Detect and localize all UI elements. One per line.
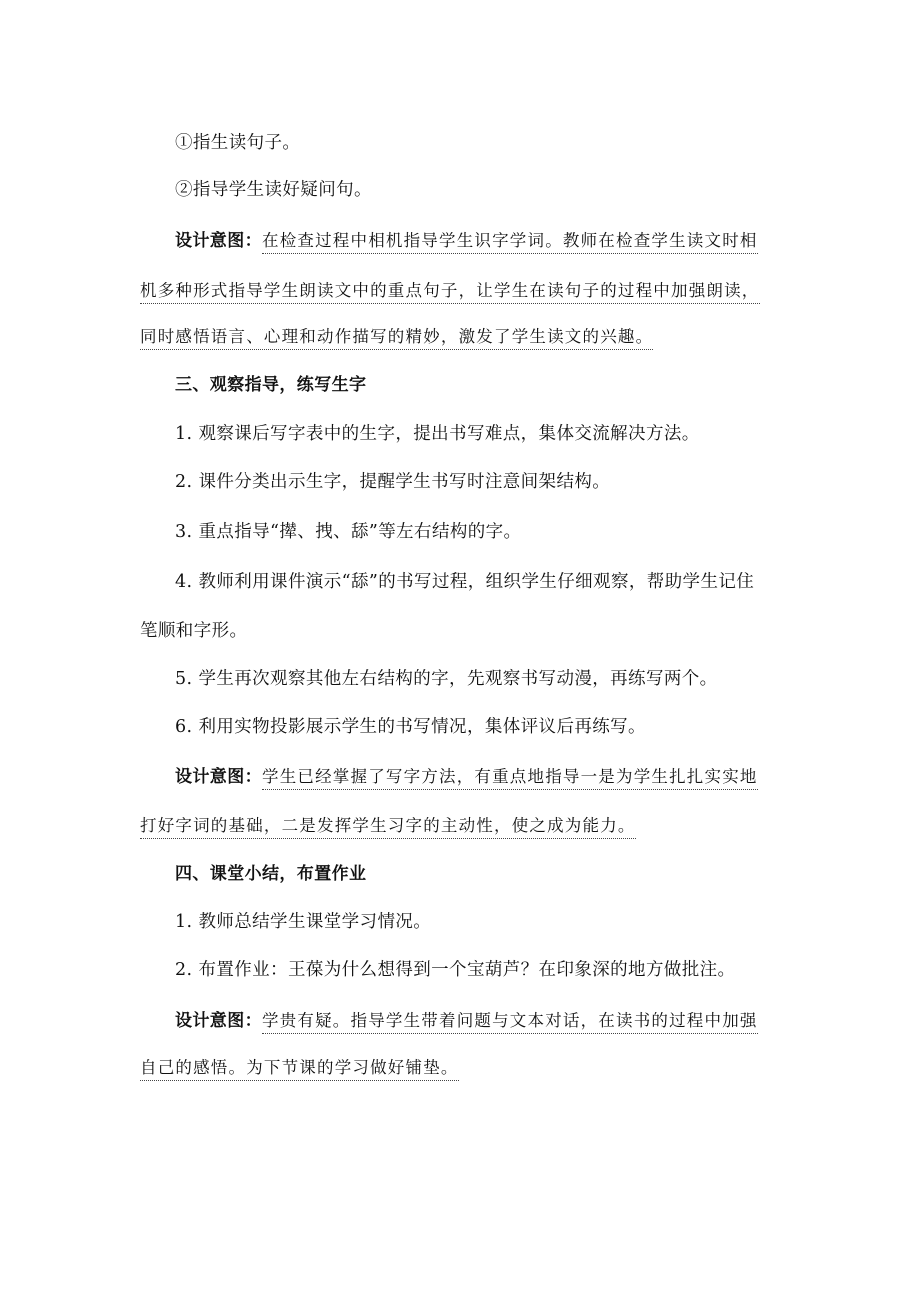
design-intent-text: 在检查过程中相机指导学生识字学词。教师在检查学生读文时相 xyxy=(262,231,758,254)
section-3-heading: 三、观察指导，练写生字 xyxy=(175,375,367,395)
section-3-item-3: 3. 重点指导“撵、拽、舔”等左右结构的字。 xyxy=(175,522,522,542)
design-intent-1-line3 xyxy=(140,325,653,349)
design-intent-label: 设计意图： xyxy=(175,231,262,251)
design-intent-text: 同时感悟语言、心理和动作描写的精妙，激发了学生读文的兴趣。 xyxy=(140,327,653,350)
design-intent-3 xyxy=(175,1009,758,1033)
design-intent-text: 学贵有疑。指导学生带着问题与文本对话，在读书的过程中加强 xyxy=(262,1011,758,1034)
step-read-questions: ②指导学生读好疑问句。 xyxy=(175,180,372,200)
section-4-heading: 四、课堂小结，布置作业 xyxy=(175,864,367,884)
section-3-item-6: 6. 利用实物投影展示学生的书写情况，集体评议后再练写。 xyxy=(175,717,646,737)
section-3-item-4-cont: 笔顺和字形。 xyxy=(140,621,248,641)
design-intent-text: 机多种形式指导学生朗读文中的重点句子，让学生在读句子的过程中加强朗读， xyxy=(140,281,760,304)
section-3-item-1: 1. 观察课后写字表中的生字，提出书写难点，集体交流解决方法。 xyxy=(175,424,700,444)
design-intent-2 xyxy=(175,765,758,789)
design-intent-label: 设计意图： xyxy=(175,1011,262,1031)
design-intent-1-line2 xyxy=(140,279,760,303)
design-intent-2-line2 xyxy=(140,814,636,838)
design-intent-label: 设计意图： xyxy=(175,767,262,787)
design-intent-text: 打好字词的基础，二是发挥学生习字的主动性，使之成为能力。 xyxy=(140,816,636,839)
step-read-sentences: ①指生读句子。 xyxy=(175,133,301,153)
section-3-item-4: 4. 教师利用课件演示“舔”的书写过程，组织学生仔细观察，帮助学生记住 xyxy=(175,572,755,592)
section-4-item-1: 1. 教师总结学生课堂学习情况。 xyxy=(175,912,432,932)
design-intent-text: 学生已经掌握了写字方法，有重点地指导一是为学生扎扎实实地 xyxy=(262,767,758,790)
design-intent-3-line2 xyxy=(140,1056,459,1080)
section-3-item-5: 5. 学生再次观察其他左右结构的字，先观察书写动漫，再练写两个。 xyxy=(175,669,718,689)
design-intent-1 xyxy=(175,229,758,253)
section-4-item-2: 2. 布置作业：王葆为什么想得到一个宝葫芦？在印象深的地方做批注。 xyxy=(175,960,736,980)
design-intent-text: 自己的感悟。为下节课的学习做好铺垫。 xyxy=(140,1058,459,1081)
section-3-item-2: 2. 课件分类出示生字，提醒学生书写时注意间架结构。 xyxy=(175,472,611,492)
